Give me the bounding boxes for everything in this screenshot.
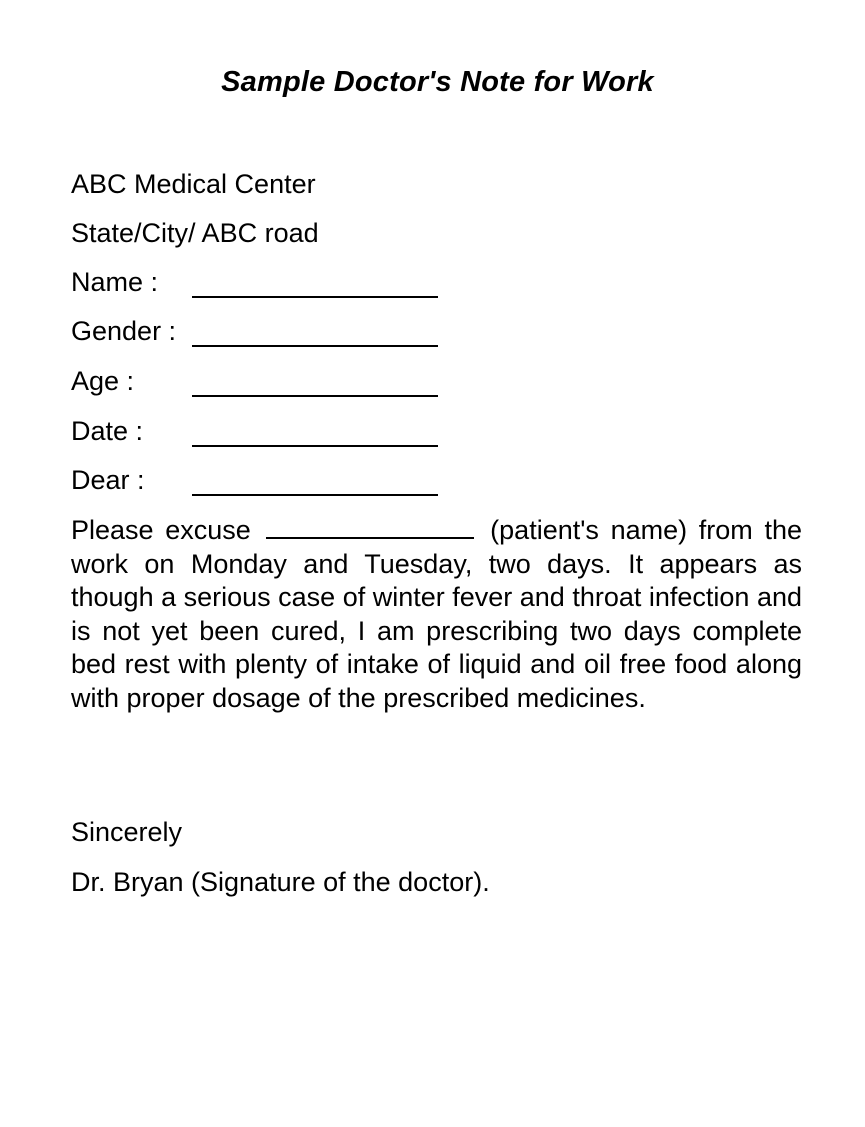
age-field-row — [71, 363, 451, 399]
closing-text: Sincerely — [71, 817, 183, 847]
date-label: Date : — [71, 416, 144, 446]
gender-label: Gender : — [71, 316, 177, 346]
clinic-address: State/City/ ABC road — [71, 218, 319, 248]
name-label: Name : — [71, 267, 159, 297]
dear-label: Dear : — [71, 465, 145, 495]
gender-blank-line[interactable] — [192, 345, 438, 347]
document-title: Sample Doctor's Note for Work — [221, 66, 654, 98]
date-field-row — [71, 413, 451, 449]
dear-field-row — [71, 462, 451, 498]
clinic-name: ABC Medical Center — [71, 169, 316, 199]
name-blank-line[interactable] — [192, 296, 438, 298]
age-blank-line[interactable] — [192, 395, 438, 397]
body-text-after-blank: (patient's name) from the work on Monday and Tuesday, two days. It appears as though a serious case of winter fever and throat infection and is not yet been cured, I am prescribing two days complete bed rest with plenty of intake of liquid and oil free food along with proper dosage of the prescribed medicines. — [71, 515, 802, 713]
date-blank-line[interactable] — [192, 445, 438, 447]
gender-field-row — [71, 313, 451, 349]
age-label: Age : — [71, 366, 135, 396]
body-text-before-blank: Please excuse — [71, 515, 251, 545]
dear-blank-line[interactable] — [192, 494, 438, 496]
patient-name-blank-line[interactable] — [266, 537, 474, 539]
signature-text: Dr. Bryan (Signature of the doctor). — [71, 867, 490, 897]
note-body-paragraph — [71, 514, 802, 715]
name-field-row — [71, 264, 451, 300]
